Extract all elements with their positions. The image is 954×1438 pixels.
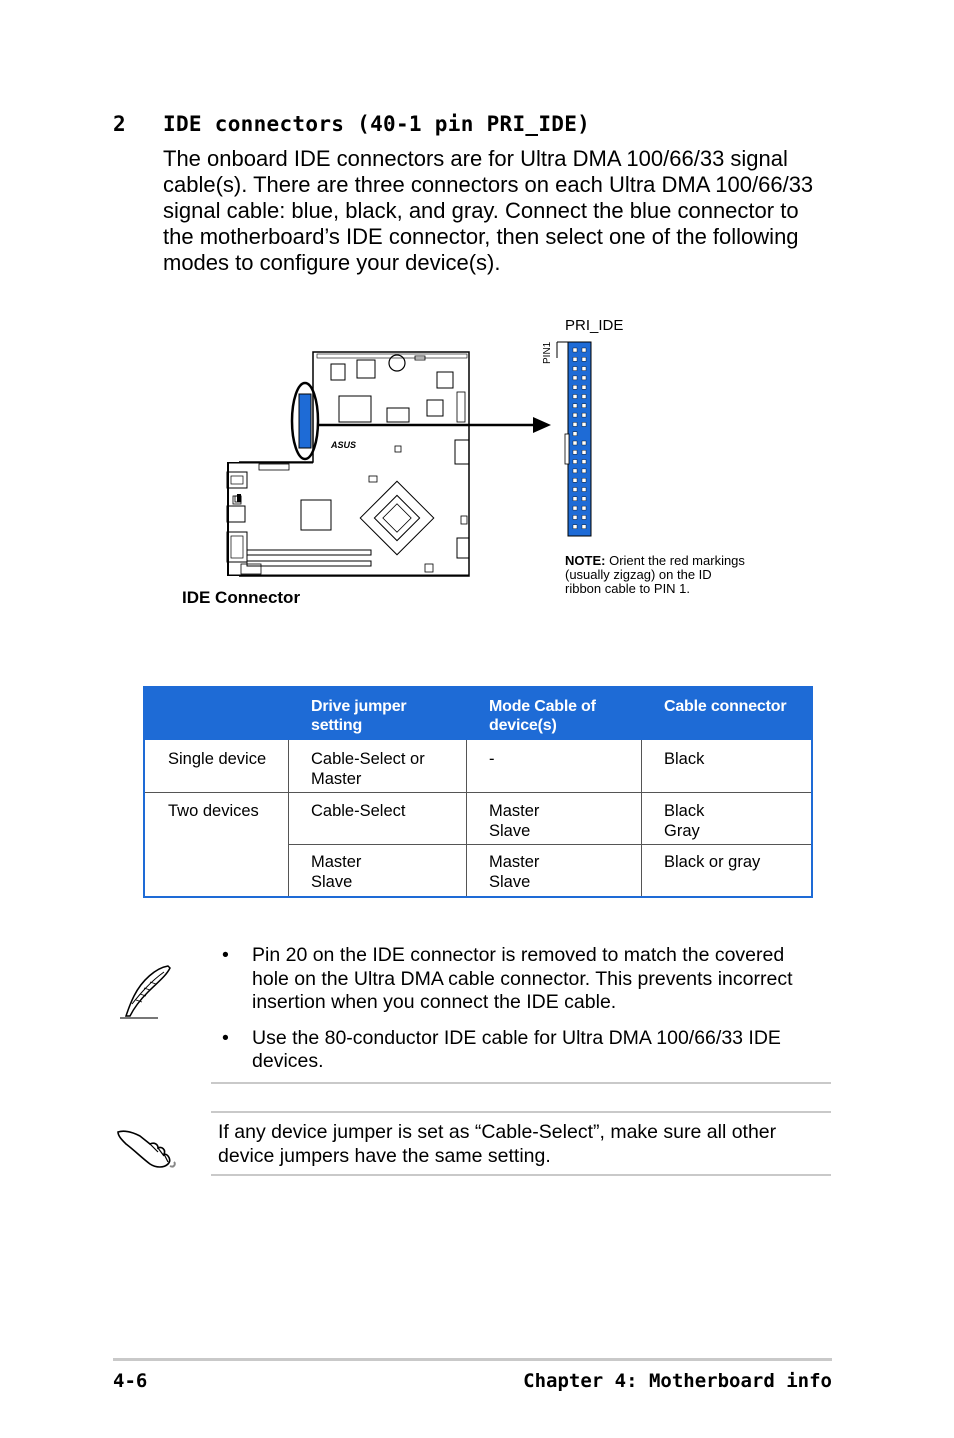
table-cell: Master Slave (311, 853, 362, 891)
motherboard-diagram (175, 300, 795, 620)
header-mode-cable: Mode Cable of device(s) (489, 698, 596, 734)
connector-pin (582, 395, 586, 399)
connector-pin (582, 404, 586, 408)
connector-pin (582, 441, 586, 445)
connector-pin (573, 348, 577, 352)
connector-pin (573, 413, 577, 417)
connector-pin (582, 506, 586, 510)
connector-pin (573, 357, 577, 361)
header-drive-jumper: Drive jumper setting (311, 698, 407, 734)
connector-pin (573, 441, 577, 445)
connector-pin (582, 478, 586, 482)
svg-text:(usually zigzag) on the ID: (usually zigzag) on the ID (565, 567, 712, 582)
connector-pin (573, 404, 577, 408)
connector-pin (573, 525, 577, 529)
list-item: • Pin 20 on the IDE connector is removed to match the covered hole on the Ultra DMA cable connector. This prevents incorrect insertion when you connect the IDE cable. (222, 944, 793, 1013)
bullet: • (222, 1026, 229, 1049)
table-cell: Two devices (168, 802, 259, 820)
table-cell: Black Gray (664, 802, 705, 840)
connector-pin (582, 367, 586, 371)
connector-pin (582, 413, 586, 417)
page-number: 4-6 (113, 1370, 148, 1392)
connector-pin (582, 385, 586, 389)
section-title: IDE connectors (40-1 pin PRI_IDE) (163, 112, 591, 136)
table-cell: Black (664, 750, 705, 768)
svg-text:ribbon cable to PIN 1.: ribbon cable to PIN 1. (565, 581, 691, 596)
enlarged-pri-ide-connector (568, 342, 591, 536)
section-number: 2 (113, 112, 127, 136)
chapter-title: Chapter 4: Motherboard info (523, 1370, 832, 1392)
connector-pin (573, 376, 577, 380)
connector-pin (573, 385, 577, 389)
connector-pin (573, 367, 577, 371)
connector-pin (573, 515, 577, 519)
divider (211, 1082, 831, 1084)
table-cell: Master Slave (489, 853, 540, 891)
connector-pin (573, 395, 577, 399)
header-cable-connector: Cable connector (664, 698, 787, 715)
connector-pin (582, 422, 586, 426)
connector-pin (582, 460, 586, 464)
connector-pin (582, 376, 586, 380)
connector-pin (582, 515, 586, 519)
table-cell: Cable-Select or Master (311, 750, 425, 788)
pointing-hand-icon (114, 1122, 180, 1172)
connector-pin (582, 348, 586, 352)
pri-ide-label: PRI_IDE (565, 317, 624, 334)
connector-pin (582, 450, 586, 454)
tip-text: If any device jumper is set as “Cable-Select”, make sure all other device jumpers have the same setting. (218, 1121, 777, 1167)
table-cell: Master Slave (489, 802, 540, 840)
connector-pin (582, 469, 586, 473)
pencil-note-icon (112, 960, 176, 1024)
divider (211, 1174, 831, 1176)
figure-note: NOTE: Orient the red markings (565, 553, 745, 568)
connector-pin (573, 469, 577, 473)
connector-pin (582, 497, 586, 501)
footer-rule (113, 1358, 832, 1361)
divider (211, 1111, 831, 1113)
connector-pin (573, 460, 577, 464)
table-cell: Black or gray (664, 853, 761, 871)
connector-pin (573, 497, 577, 501)
table-header (145, 688, 811, 740)
connector-pin (573, 488, 577, 492)
table-cell: Cable-Select (311, 802, 406, 820)
connector-pin (573, 506, 577, 510)
ide-mode-table (143, 686, 813, 898)
list-item: • Use the 80-conductor IDE cable for Ultra DMA 100/66/33 IDE devices. (222, 1026, 781, 1072)
pin1-label: PIN1 (542, 341, 553, 364)
connector-pin (573, 422, 577, 426)
connector-pin (573, 432, 577, 436)
figure-caption: IDE Connector (182, 588, 301, 607)
board-ide-connector (299, 394, 311, 448)
connector-pin (582, 357, 586, 361)
table-cell: Single device (168, 750, 267, 768)
ide-connector-figure (175, 300, 795, 620)
connector-pin (582, 525, 586, 529)
connector-pin (573, 450, 577, 454)
note-bullet-list (216, 944, 826, 1086)
bullet: • (222, 944, 229, 966)
asus-logo: ASUS (331, 440, 357, 450)
intro-paragraph: The onboard IDE connectors are for Ultra DMA 100/66/33 signal cable(s). There are three connectors on each Ultra DMA 100/66/33 signal cable: blue, black, and gray. Connect the blue connector to the motherboard’s IDE connector, then select one of the following modes to configure your device(s). (163, 146, 814, 275)
table-cell: - (489, 750, 495, 768)
connector-pin (582, 488, 586, 492)
connector-pin (573, 478, 577, 482)
